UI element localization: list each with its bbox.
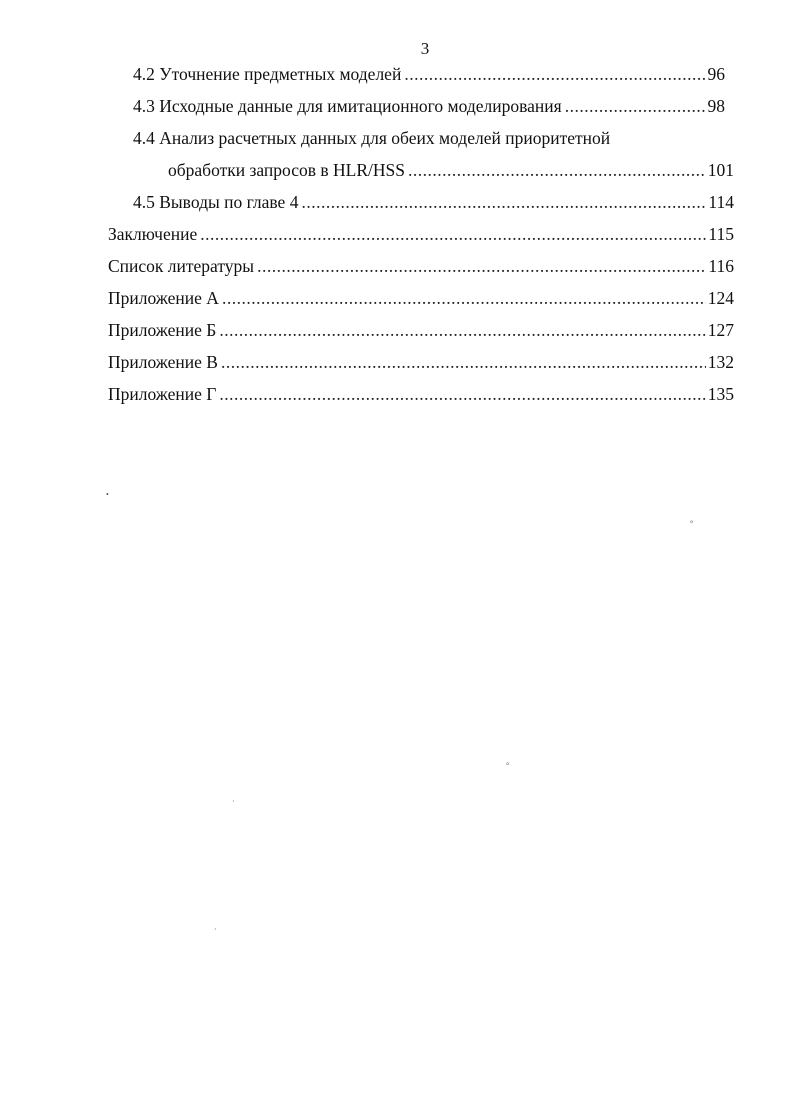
toc-entry-title: Приложение В — [108, 352, 218, 372]
scan-speck: · — [214, 925, 217, 934]
toc-entry-page: 98 — [707, 96, 725, 116]
toc-entry-4-3[interactable] — [133, 94, 725, 118]
toc-leader-dots — [257, 254, 706, 278]
toc-entry-conclusion[interactable] — [108, 222, 734, 246]
toc-entry-page: 115 — [708, 224, 734, 244]
page-number: 3 — [420, 39, 430, 58]
toc-entry-title: 4.2 Уточнение предметных моделей — [133, 64, 402, 84]
toc-entry-appendix-g[interactable] — [108, 382, 734, 406]
toc-entry-4-5[interactable] — [133, 190, 734, 214]
toc-entry-page: 114 — [708, 192, 734, 212]
toc-entry-references[interactable] — [108, 254, 734, 278]
toc-entry-title: Приложение Б — [108, 320, 217, 340]
toc-entry-title: Приложение А — [108, 288, 219, 308]
toc-entry-page: 116 — [708, 256, 734, 276]
toc-entry-page: 124 — [707, 288, 734, 308]
toc-leader-dots — [404, 62, 705, 86]
toc-entry-title: 4.3 Исходные данные для имитационного моделирования — [133, 96, 562, 116]
toc-leader-dots — [219, 318, 705, 342]
toc-entry-page: 96 — [707, 64, 725, 84]
toc-entry-title: обработки запросов в HLR/HSS — [168, 160, 405, 180]
toc-leader-dots — [565, 94, 706, 118]
toc-entry-4-2[interactable] — [133, 62, 725, 86]
toc-entry-4-4-line-1[interactable]: 4.4 Анализ расчетных данных для обеих моделей приоритетной — [133, 128, 611, 148]
toc-leader-dots — [221, 350, 706, 374]
toc-entry-title: Приложение Г — [108, 384, 217, 404]
scan-speck: ° — [690, 519, 694, 528]
toc-entry-title: Список литературы — [108, 256, 255, 276]
toc-entry-page: 101 — [707, 160, 734, 180]
toc-entry-title: 4.5 Выводы по главе 4 — [133, 192, 299, 212]
toc-leader-dots — [222, 286, 706, 310]
toc-entry-appendix-a[interactable] — [108, 286, 734, 310]
toc-entry-appendix-v[interactable] — [108, 350, 734, 374]
scan-speck: ° — [506, 761, 510, 770]
scan-speck: · — [232, 797, 235, 806]
toc-entry-4-4-line-2[interactable] — [168, 158, 734, 182]
toc-leader-dots — [219, 382, 705, 406]
toc-leader-dots — [301, 190, 706, 214]
toc-entry-page: 135 — [707, 384, 734, 404]
toc-leader-dots — [408, 158, 706, 182]
toc-entry-page: 127 — [707, 320, 734, 340]
toc-entry-page: 132 — [707, 352, 734, 372]
toc-entry-appendix-b[interactable] — [108, 318, 734, 342]
toc-entry-title: Заключение — [108, 224, 198, 244]
scan-speck: • — [106, 490, 109, 499]
toc-leader-dots — [200, 222, 706, 246]
